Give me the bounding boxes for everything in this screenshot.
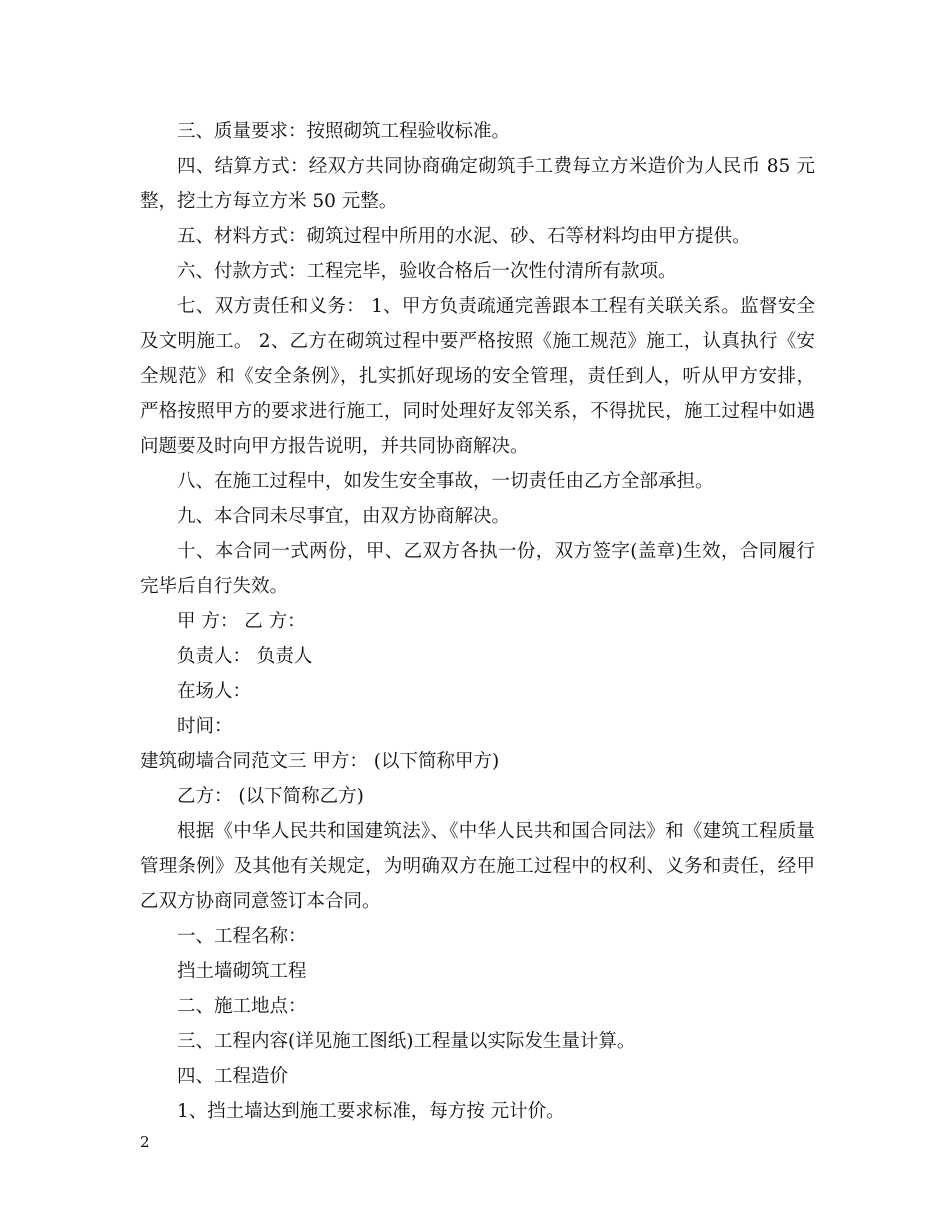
legal-basis-paragraph: 根据《中华人民共和国建筑法》、《中华人民共和国合同法》和《建筑工程质量管理条例》及其他有关规定，为明确双方在施工过程中的权利、义务和责任，经甲乙双方协商同意签订本合同。 xyxy=(140,821,815,912)
cost-item-1: 1、挡土墙达到施工要求标准，每方按 元计价。 xyxy=(177,1101,565,1122)
project-name-value: 挡土墙砌筑工程 xyxy=(177,961,307,982)
signature-responsible-persons: 负责人： 负责人 xyxy=(177,646,313,667)
clause-payment-method: 六、付款方式：工程完毕，验收合格后一次性付清所有款项。 xyxy=(177,261,677,282)
document-body xyxy=(140,114,815,1129)
clause-material-method: 五、材料方式：砌筑过程中所用的水泥、砂、石等材料均由甲方提供。 xyxy=(177,226,751,247)
signature-parties: 甲 方： 乙 方： xyxy=(177,611,306,632)
contract-three-heading-party-a: 建筑砌墙合同范文三 甲方： (以下简称甲方) xyxy=(140,751,500,772)
page-number: 2 xyxy=(140,1133,150,1151)
section-construction-site: 二、施工地点： xyxy=(177,996,307,1017)
section-project-content: 三、工程内容(详见施工图纸)工程量以实际发生量计算。 xyxy=(177,1031,636,1052)
clause-quality-requirement: 三、质量要求：按照砌筑工程验收标准。 xyxy=(177,121,511,142)
signature-time: 时间： xyxy=(177,716,233,737)
clause-responsibilities: 七、双方责任和义务： 1、甲方负责疏通完善跟本工程有关联关系。监督安全及文明施工。 2、乙方在砌筑过程中要严格按照《施工规范》施工，认真执行《安全规范》和《安全条例》，扎实抓好现场的安全管理，责任到人，听从甲方安排，严格按照甲方的要求进行施工，同时处理好友邻关系，不得扰民，施工过程中如遇问题要及时向甲方报告说明，并共同协商解决。 xyxy=(140,296,815,457)
party-b-line: 乙方： (以下简称乙方) xyxy=(177,786,364,807)
clause-unresolved-matters: 九、本合同未尽事宜，由双方协商解决。 xyxy=(177,506,511,527)
section-project-name: 一、工程名称： xyxy=(177,926,307,947)
section-project-cost: 四、工程造价 xyxy=(177,1066,289,1087)
clause-settlement-method: 四、结算方式：经双方共同协商确定砌筑手工费每立方米造价为人民币 85 元整，挖土方每立方米 50 元整。 xyxy=(140,156,815,212)
signature-present-persons: 在场人： xyxy=(177,681,252,702)
clause-safety-accident: 八、在施工过程中，如发生安全事故，一切责任由乙方全部承担。 xyxy=(177,471,714,492)
clause-copies-validity: 十、本合同一式两份，甲、乙双方各执一份，双方签字(盖章)生效，合同履行完毕后自行失效。 xyxy=(140,541,815,597)
